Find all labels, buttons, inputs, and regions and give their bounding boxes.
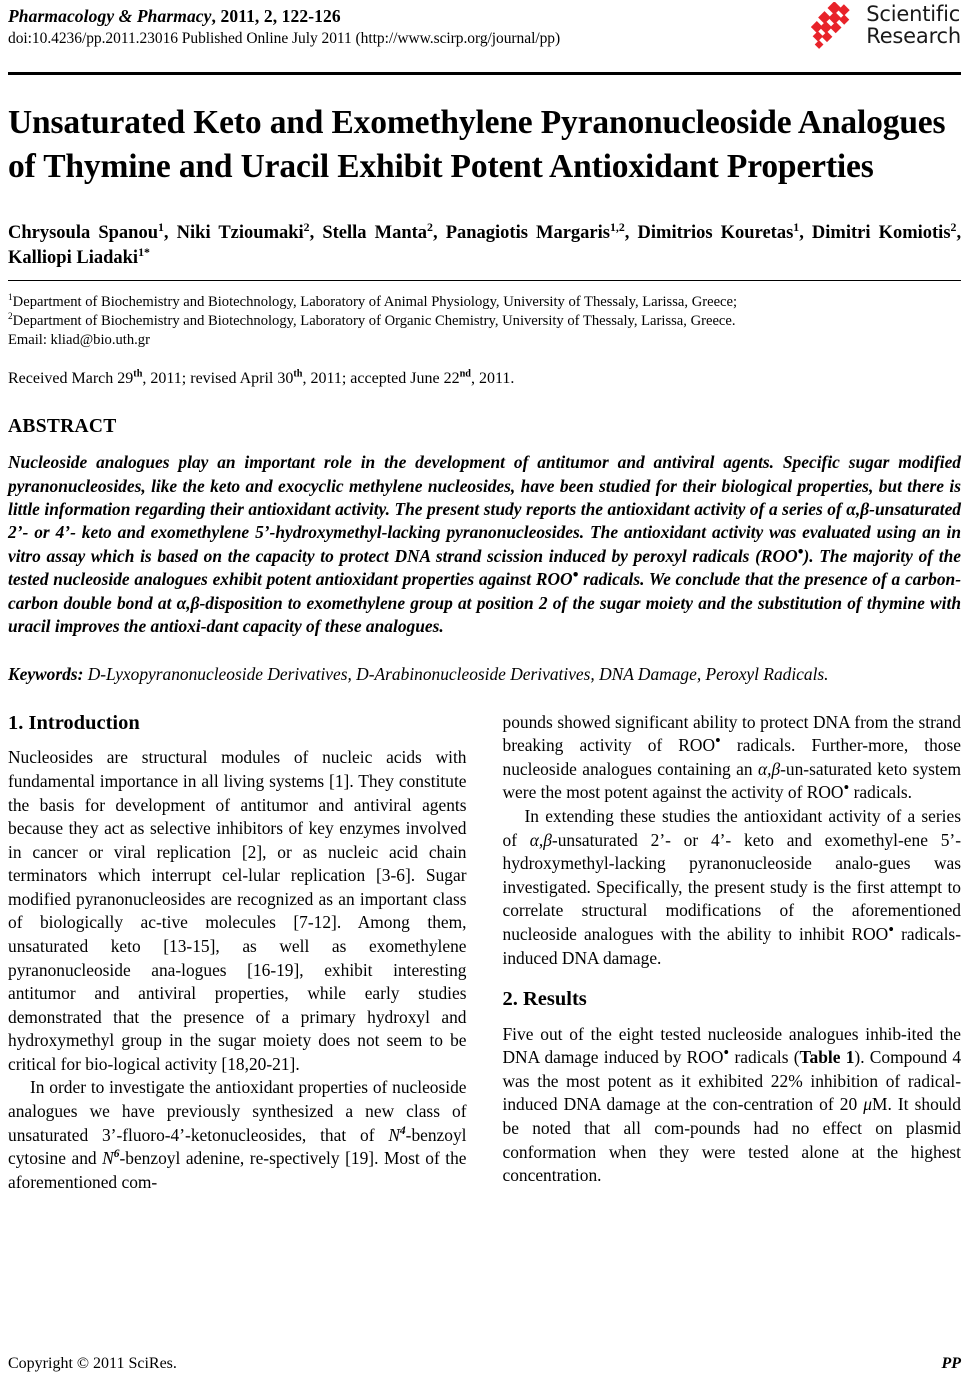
author-affil-marker: 1* bbox=[138, 244, 150, 259]
radical-dot-icon: • bbox=[572, 565, 579, 585]
accepted-rest: , 2011. bbox=[470, 370, 515, 388]
author-item: Dimitri Komiotis$^2$, bbox=[811, 219, 962, 244]
right-column bbox=[503, 711, 962, 1195]
affiliation-marker: 2 bbox=[8, 312, 13, 323]
rc-p3-part-1: Five out of the eight tested nucleoside analogues inhib-ited the DNA damage induced by ROO bbox=[502, 1023, 961, 1068]
publisher-logo bbox=[811, 2, 961, 50]
rc-p1-part-3: -un-saturated keto system were the most potent against the activity of ROO bbox=[502, 758, 961, 803]
doi-line: doi:10.4236/pp.2011.23016 Published Online July 2011 (http://www.scirp.org/journal/pp) bbox=[8, 30, 561, 47]
greek-alpha-beta: α,β bbox=[529, 829, 552, 850]
table-reference[interactable]: Table 1 bbox=[799, 1047, 855, 1068]
results-paragraph-1 bbox=[503, 1023, 962, 1188]
greek-alpha-beta: α,β bbox=[757, 758, 781, 779]
author-item: Stella Manta$^2$, bbox=[322, 219, 438, 244]
rc-p3-part-2: radicals ( bbox=[729, 1047, 800, 1068]
author-name: Dimitri Komiotis bbox=[811, 223, 951, 244]
keywords-label: Keywords: bbox=[8, 664, 84, 685]
greek-mu: μ bbox=[863, 1094, 872, 1115]
contact-email-line: Email: kliad@bio.uth.gr bbox=[8, 332, 150, 349]
revised-rest: , 2011; accepted June 22 bbox=[302, 370, 460, 388]
affiliation-item bbox=[8, 293, 961, 312]
rc-p1-part-4: radicals. bbox=[849, 782, 913, 803]
author-name: Stella Manta bbox=[322, 223, 428, 244]
revised-ordinal: th bbox=[293, 368, 303, 380]
journal-abbreviation: PP bbox=[941, 1355, 961, 1372]
chem-symbol-n6: N bbox=[102, 1148, 114, 1169]
page-footer bbox=[8, 1355, 961, 1373]
author-item: Dimitrios Kouretas$^1$, bbox=[637, 219, 804, 244]
received-rest: , 2011; revised April 30 bbox=[142, 370, 294, 388]
author-name: Panagiotis Margaris bbox=[445, 223, 610, 244]
running-head bbox=[8, 0, 961, 68]
chem-symbol-n4: N bbox=[388, 1124, 400, 1145]
author-affil-marker: 1 bbox=[793, 219, 800, 234]
intro-paragraph-2 bbox=[8, 1076, 467, 1194]
keywords-list: D-Lyxopyranonucleoside Derivatives, D-Arabinonucleoside Derivatives, DNA Damage, Peroxyl Radicals. bbox=[83, 664, 829, 685]
author-name: Niki Tzioumaki bbox=[176, 223, 304, 244]
received-ordinal: th bbox=[133, 368, 143, 380]
authors-divider bbox=[8, 280, 961, 281]
radical-dot-icon: • bbox=[715, 731, 721, 751]
journal-issue: , 2011, 2, 122-126 bbox=[211, 6, 341, 26]
abstract-heading: ABSTRACT bbox=[8, 416, 117, 438]
keywords-line bbox=[8, 663, 961, 686]
author-name: Dimitrios Kouretas bbox=[637, 223, 794, 244]
intro-p2-part-2: -benzoyl cytosine and bbox=[8, 1124, 467, 1169]
journal-name: Pharmacology & Pharmacy bbox=[8, 6, 212, 26]
radical-dot-icon: • bbox=[797, 541, 804, 561]
author-item: Chrysoula Spanou$^1$, bbox=[8, 219, 169, 244]
scientific-research-diamond-icon bbox=[811, 2, 859, 50]
results-intro-paragraph bbox=[503, 711, 962, 805]
radical-dot-icon: • bbox=[723, 1043, 730, 1063]
author-affil-marker: 2 bbox=[303, 219, 310, 234]
abstract-part-1: Nucleoside analogues play an important role in the development of antitumor and antiviral agents. Specific sugar modified pyranonucleosides, like the keto and exocyclic methylene nucleosides, have been studied for their biological properties, but there is little information regarding their antioxidant activity. The present study reports the antioxidant activity of a series of α,β-unsaturated 2’- or 4’- keto and exomethylene 5’-hydroxymethyl-lacking pyranonucleosides. The antioxidant activity was evaluated using an in vitro assay which is based on the capacity to protect DNA strand scission induced by peroxyl radicals (ROO bbox=[8, 452, 961, 566]
publisher-name bbox=[866, 4, 961, 47]
rc-p2-part-3: radicals-induced DNA damage. bbox=[502, 923, 961, 968]
study-scope-paragraph bbox=[503, 805, 962, 970]
author-item: Panagiotis Margaris$^{1,2}$, bbox=[445, 219, 630, 244]
affiliation-text: Department of Biochemistry and Biotechnology, Laboratory of Animal Physiology, University of Thessaly, Larissa, Greece; bbox=[12, 294, 738, 311]
rc-p3-part-3: ). Compound 4 was the most potent as it exhibited 22% inhibition of radical-induced DNA damage at the con-centration of 20 bbox=[502, 1047, 962, 1115]
left-column bbox=[8, 711, 467, 1195]
affiliation-item bbox=[8, 312, 961, 331]
radical-dot-icon: • bbox=[888, 920, 895, 939]
chem-superscript-4: 4 bbox=[399, 1124, 406, 1137]
publisher-name-line1: Scientific bbox=[866, 2, 961, 27]
author-name: Kalliopi Liadaki bbox=[8, 247, 139, 268]
affiliation-block bbox=[8, 293, 961, 350]
rc-p1-part-1: pounds showed significant ability to protect DNA from the strand breaking activity of ROO bbox=[502, 711, 961, 756]
section-heading-introduction: 1. Introduction bbox=[8, 711, 140, 734]
intro-paragraph-1: Nucleosides are structural modules of nucleic acids with fundamental importance in all living systems [1]. They constitute the basis for development of antitumor and antiviral agents because they act as selective inhibitors of key enzymes involved in cancer or viral replication [2], or as nucleic acid chain terminators which interrupt cel-lular replication [3-6]. Sugar modified pyranonucleosides are recognized as an important class of biologically ac-tive molecules [7-12]. Among them, unsaturated keto [13-15], as well as exomethylene pyranonucleoside ana-logues [16-19], exhibit interesting antitumor and antiviral properties, while early studies demonstrated that the presence of a primary hydroxyl and hydroxymethyl group in the sugar moiety does not seem to be critical for bio-logical activity [18,20-21]. bbox=[8, 747, 467, 1074]
affiliation-text: Department of Biochemistry and Biotechnology, Laboratory of Organic Chemistry, University of Thessaly, Larissa, Greece. bbox=[12, 313, 736, 330]
rc-p2-part-2: -unsaturated 2’- or 4’- keto and exomethyl-ene 5’-hydroxymethyl-lacking pyranonucleoside analo-gues was investigated. Specifically, the present study is the first attempt to correlate structural modifications of the aforementioned nucleoside analogues with the ability to inhibit ROO bbox=[502, 829, 961, 944]
received-label: Received March 29 bbox=[8, 370, 134, 388]
abstract-part-3: radicals. We conclude that the presence of a carbon-carbon double bond at α,β-disposition to exomethylene group at position 2 of the sugar moiety and the substitution of thymine with uracil improves the antioxi-dant capacity of these analogues. bbox=[8, 569, 962, 637]
radical-dot-icon: • bbox=[843, 778, 850, 798]
body-columns bbox=[8, 711, 961, 1195]
author-affil-marker: 2 bbox=[950, 219, 957, 234]
author-item: Niki Tzioumaki$^2$, bbox=[176, 219, 315, 244]
accepted-ordinal: nd bbox=[459, 368, 471, 380]
rc-p2-part-1: In extending these studies the antioxidant activity of a series of bbox=[502, 806, 961, 850]
abstract-part-2: ). The majority of the tested nucleoside analogues exhibit potent antioxidant properties against ROO bbox=[8, 545, 961, 590]
abstract-text bbox=[8, 451, 961, 638]
rc-p3-part-4: M. It should be noted that all com-pounds had no effect on plasmid conformation when they were tested alone at the highest concentration. bbox=[502, 1094, 961, 1186]
intro-p2-part-3: -benzoyl adenine, re-spectively [19]. Most of the aforementioned com- bbox=[8, 1148, 467, 1192]
author-affil-marker: 1,2 bbox=[610, 219, 625, 234]
author-affil-marker: 1 bbox=[158, 219, 164, 234]
publisher-name-line2: Research bbox=[866, 24, 961, 48]
chem-superscript-6: 6 bbox=[113, 1148, 120, 1161]
section-heading-results: 2. Results bbox=[502, 988, 587, 1011]
paper-title: Unsaturated Keto and Exomethylene Pyranonucleoside Analogues of Thymine and Uracil Exhibit Potent Antioxidant Properties bbox=[8, 104, 946, 185]
submission-dates bbox=[8, 370, 961, 388]
header-divider bbox=[8, 72, 961, 75]
copyright-notice: Copyright © 2011 SciRes. bbox=[8, 1355, 177, 1372]
intro-p2-part-1: In order to investigate the antioxidant properties of nucleoside analogues we have previously synthesized a new class of unsaturated 3’-fluoro-4’-ketonucleosides, that of bbox=[8, 1077, 467, 1145]
author-item bbox=[8, 244, 150, 268]
author-list bbox=[8, 221, 961, 270]
rc-p1-part-2: radicals. Further-more, those nucleoside analogues containing an bbox=[502, 735, 961, 779]
author-name: Chrysoula Spanou bbox=[8, 223, 158, 244]
author-affil-marker: 2 bbox=[427, 219, 433, 234]
affiliation-marker: 1 bbox=[8, 293, 13, 304]
